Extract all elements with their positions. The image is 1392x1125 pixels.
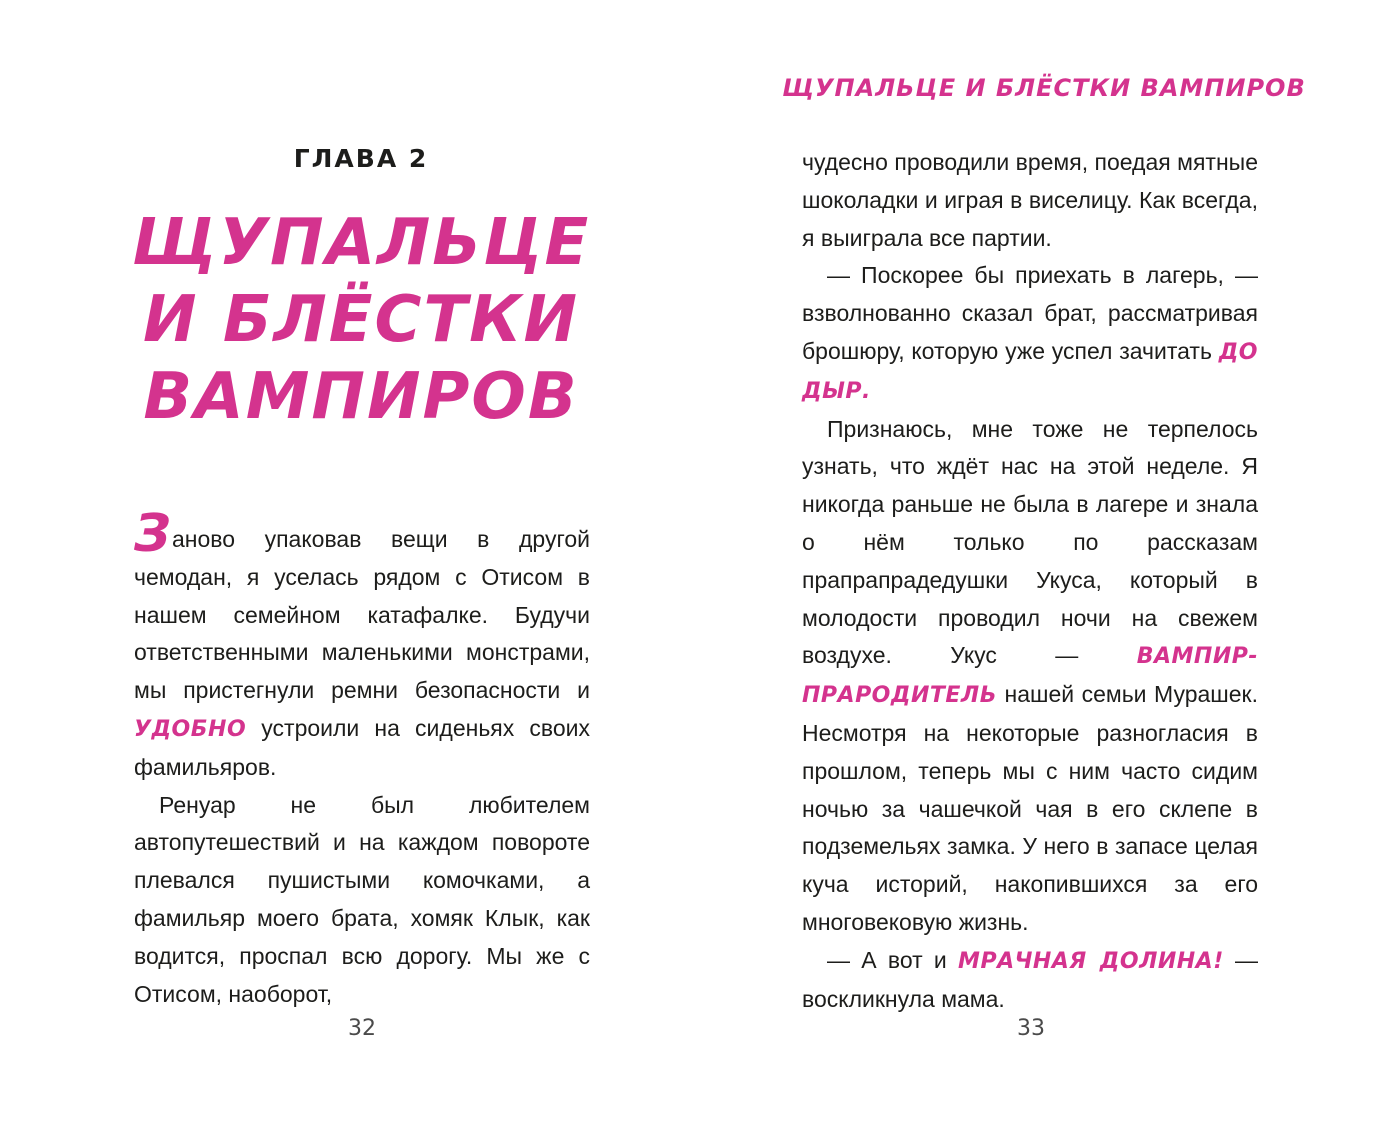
left-paragraph-2: Ренуар не был любителем автопутешествий и на каждом повороте плевался пушистыми комочками, а фамильяр моего брата, хомяк Клык, как водится, проспал всю дорогу. Мы же с Отисом, наоборот, bbox=[134, 791, 590, 1007]
right-paragraph-3-text: Признаюсь, мне тоже не терпелось узнать, что ждёт нас на этой неделе. Я никогда раньше не была в лагере и знала о нём только по рассказам прапрапрадедушки Укуса, который в молодости проводил ночи на свежем воздухе. Укус — bbox=[802, 415, 1258, 669]
highlight-do-dyr: ДО ДЫР. bbox=[802, 339, 1258, 404]
running-head: ЩУПАЛЬЦЕ И БЛЁСТКИ ВАМПИРОВ bbox=[782, 74, 1306, 102]
highlight-udobno: УДОБНО bbox=[134, 716, 247, 742]
right-paragraph-1: чудесно проводили время, поедая мятные шоколадки и играя в виселицу. Как всегда, я выиграла все партии. bbox=[802, 149, 1258, 251]
drop-cap: З bbox=[134, 504, 171, 564]
left-paragraph-1-text: аново упаковав вещи в другой чемодан, я уселась рядом с Отисом в нашем семейном катафалке. Будучи ответственными маленькими монстрами, мы пристегнули ремни безопасности и bbox=[134, 526, 590, 704]
right-paragraph-3-tail: нашей семьи Мурашек. Несмотря на некоторые разногласия в прошлом, теперь мы с ним часто сидим ночью за чашечкой чая в его склепе в подземельях замка. У него в запасе целая куча историй, накопившихся за его многовековую жизнь. bbox=[802, 681, 1258, 935]
right-paragraph-4-tail: — воскликнула мама. bbox=[802, 946, 1259, 1012]
right-paragraph-4 bbox=[802, 942, 1258, 1019]
left-paragraph-1-tail: устроили на сиденьях своих фамильяров. bbox=[134, 714, 590, 780]
left-paragraph-1 bbox=[134, 504, 590, 787]
right-page bbox=[696, 0, 1392, 1125]
page-number-right: 33 bbox=[1017, 1016, 1045, 1041]
page-number-left: 32 bbox=[348, 1016, 376, 1041]
chapter-title-line-1: ЩУПАЛЬЦЕ bbox=[131, 206, 591, 280]
left-body-text bbox=[134, 504, 590, 1013]
right-paragraph-4-text: — А вот и bbox=[827, 946, 959, 973]
right-paragraph-3 bbox=[802, 411, 1258, 942]
right-body-text bbox=[802, 144, 1258, 1018]
chapter-title-line-3: ВАМПИРОВ bbox=[143, 360, 579, 434]
chapter-title-line-2: И БЛЁСТКИ bbox=[143, 283, 579, 357]
right-paragraph-2 bbox=[802, 257, 1258, 410]
highlight-vampir-praroditel: ВАМПИР-ПРАРОДИТЕЛЬ bbox=[802, 644, 1258, 709]
highlight-mrachnaya-dolina: МРАЧНАЯ ДОЛИНА! bbox=[958, 948, 1224, 974]
chapter-title bbox=[0, 205, 722, 436]
right-paragraph-2-text: — Поскорее бы приехать в лагерь, — взволнованно сказал брат, рассматривая брошюру, которую уже успел зачитать bbox=[802, 262, 1258, 364]
chapter-label: ГЛАВА 2 bbox=[293, 144, 429, 173]
